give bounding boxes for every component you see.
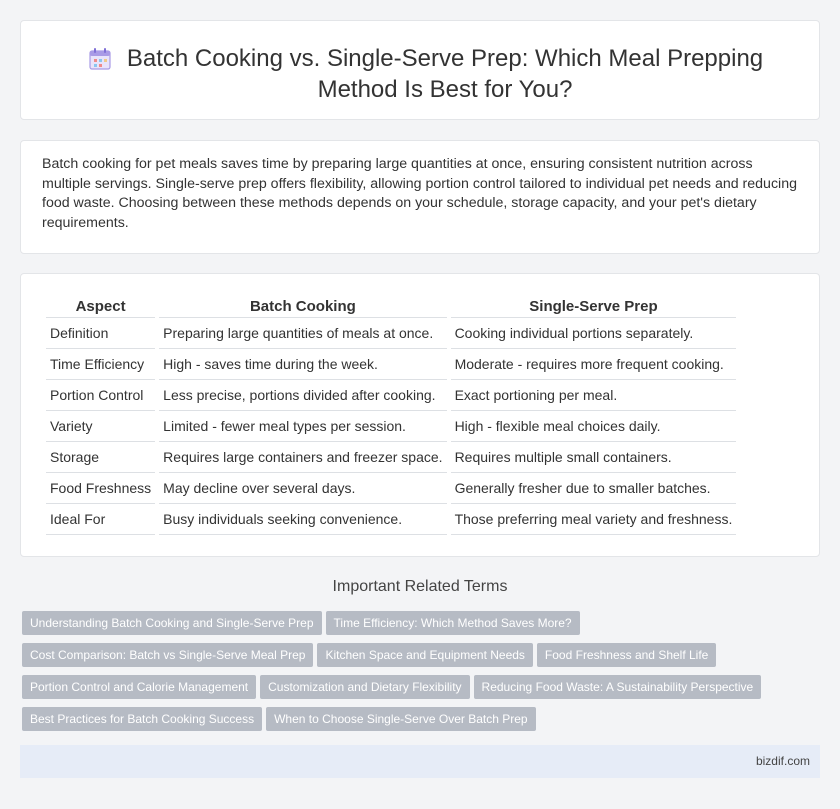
tag-row bbox=[22, 675, 802, 707]
header-card bbox=[20, 20, 820, 120]
row-single: Exact portioning per meal. bbox=[451, 380, 737, 411]
related-term-link[interactable]: Understanding Batch Cooking and Single-Serve Prep bbox=[22, 611, 322, 635]
table-row bbox=[46, 442, 736, 473]
table-row bbox=[46, 380, 736, 411]
related-term-link[interactable]: Kitchen Space and Equipment Needs bbox=[317, 643, 532, 667]
related-term-link[interactable]: Customization and Dietary Flexibility bbox=[260, 675, 469, 699]
tag-row bbox=[22, 707, 802, 739]
row-aspect: Variety bbox=[46, 411, 155, 442]
row-single: Those preferring meal variety and freshness. bbox=[451, 504, 737, 535]
tag-row bbox=[22, 643, 802, 675]
row-aspect: Time Efficiency bbox=[46, 349, 155, 380]
header-batch-cooking: Batch Cooking bbox=[159, 296, 446, 318]
table-row bbox=[46, 411, 736, 442]
related-term-link[interactable]: When to Choose Single-Serve Over Batch Prep bbox=[266, 707, 535, 731]
table-row bbox=[46, 318, 736, 349]
row-aspect: Food Freshness bbox=[46, 473, 155, 504]
related-term-link[interactable]: Portion Control and Calorie Management bbox=[22, 675, 256, 699]
row-batch: Limited - fewer meal types per session. bbox=[159, 411, 446, 442]
table-header-row bbox=[46, 296, 736, 318]
related-term-link[interactable]: Food Freshness and Shelf Life bbox=[537, 643, 716, 667]
related-terms-heading: Important Related Terms bbox=[332, 578, 508, 595]
row-batch: Requires large containers and freezer space. bbox=[159, 442, 446, 473]
row-batch: Busy individuals seeking convenience. bbox=[159, 504, 446, 535]
row-single: Generally fresher due to smaller batches. bbox=[451, 473, 737, 504]
row-batch: Less precise, portions divided after cooking. bbox=[159, 380, 446, 411]
intro-paragraph: Batch cooking for pet meals saves time by preparing large quantities at once, ensuring consistent nutrition across multiple servings. Single-serve prep offers flexibility, allowing portion control tailored to individual pet needs and reducing food waste. Choosing between these methods depends on your schedule, storage capacity, and your pet's dietary requirements. bbox=[42, 156, 797, 231]
table-row bbox=[46, 349, 736, 380]
page-title: Batch Cooking vs. Single-Serve Prep: Which Meal Prepping Method Is Best for You? bbox=[126, 45, 764, 103]
row-aspect: Definition bbox=[46, 318, 155, 349]
comparison-table bbox=[42, 296, 740, 535]
row-aspect: Ideal For bbox=[46, 504, 155, 535]
row-single: High - flexible meal choices daily. bbox=[451, 411, 737, 442]
row-aspect: Storage bbox=[46, 442, 155, 473]
row-batch: Preparing large quantities of meals at once. bbox=[159, 318, 446, 349]
intro-card bbox=[20, 140, 820, 254]
comparison-card bbox=[20, 273, 820, 557]
row-single: Cooking individual portions separately. bbox=[451, 318, 737, 349]
table-row bbox=[46, 473, 736, 504]
title-wrap bbox=[81, 43, 779, 105]
table-row bbox=[46, 504, 736, 535]
footer-brand-link[interactable]: bizdif.com bbox=[755, 754, 810, 768]
related-term-link[interactable]: Time Efficiency: Which Method Saves More? bbox=[326, 611, 580, 635]
row-batch: May decline over several days. bbox=[159, 473, 446, 504]
related-terms-list bbox=[22, 611, 802, 739]
tag-row bbox=[22, 611, 802, 643]
related-term-link[interactable]: Reducing Food Waste: A Sustainability Perspective bbox=[474, 675, 762, 699]
header-aspect: Aspect bbox=[46, 296, 155, 318]
row-single: Moderate - requires more frequent cooking. bbox=[451, 349, 737, 380]
row-batch: High - saves time during the week. bbox=[159, 349, 446, 380]
row-single: Requires multiple small containers. bbox=[451, 442, 737, 473]
row-aspect: Portion Control bbox=[46, 380, 155, 411]
related-term-link[interactable]: Cost Comparison: Batch vs Single-Serve Meal Prep bbox=[22, 643, 313, 667]
related-term-link[interactable]: Best Practices for Batch Cooking Success bbox=[22, 707, 262, 731]
header-single-serve: Single-Serve Prep bbox=[451, 296, 737, 318]
footer-bar bbox=[20, 745, 820, 778]
